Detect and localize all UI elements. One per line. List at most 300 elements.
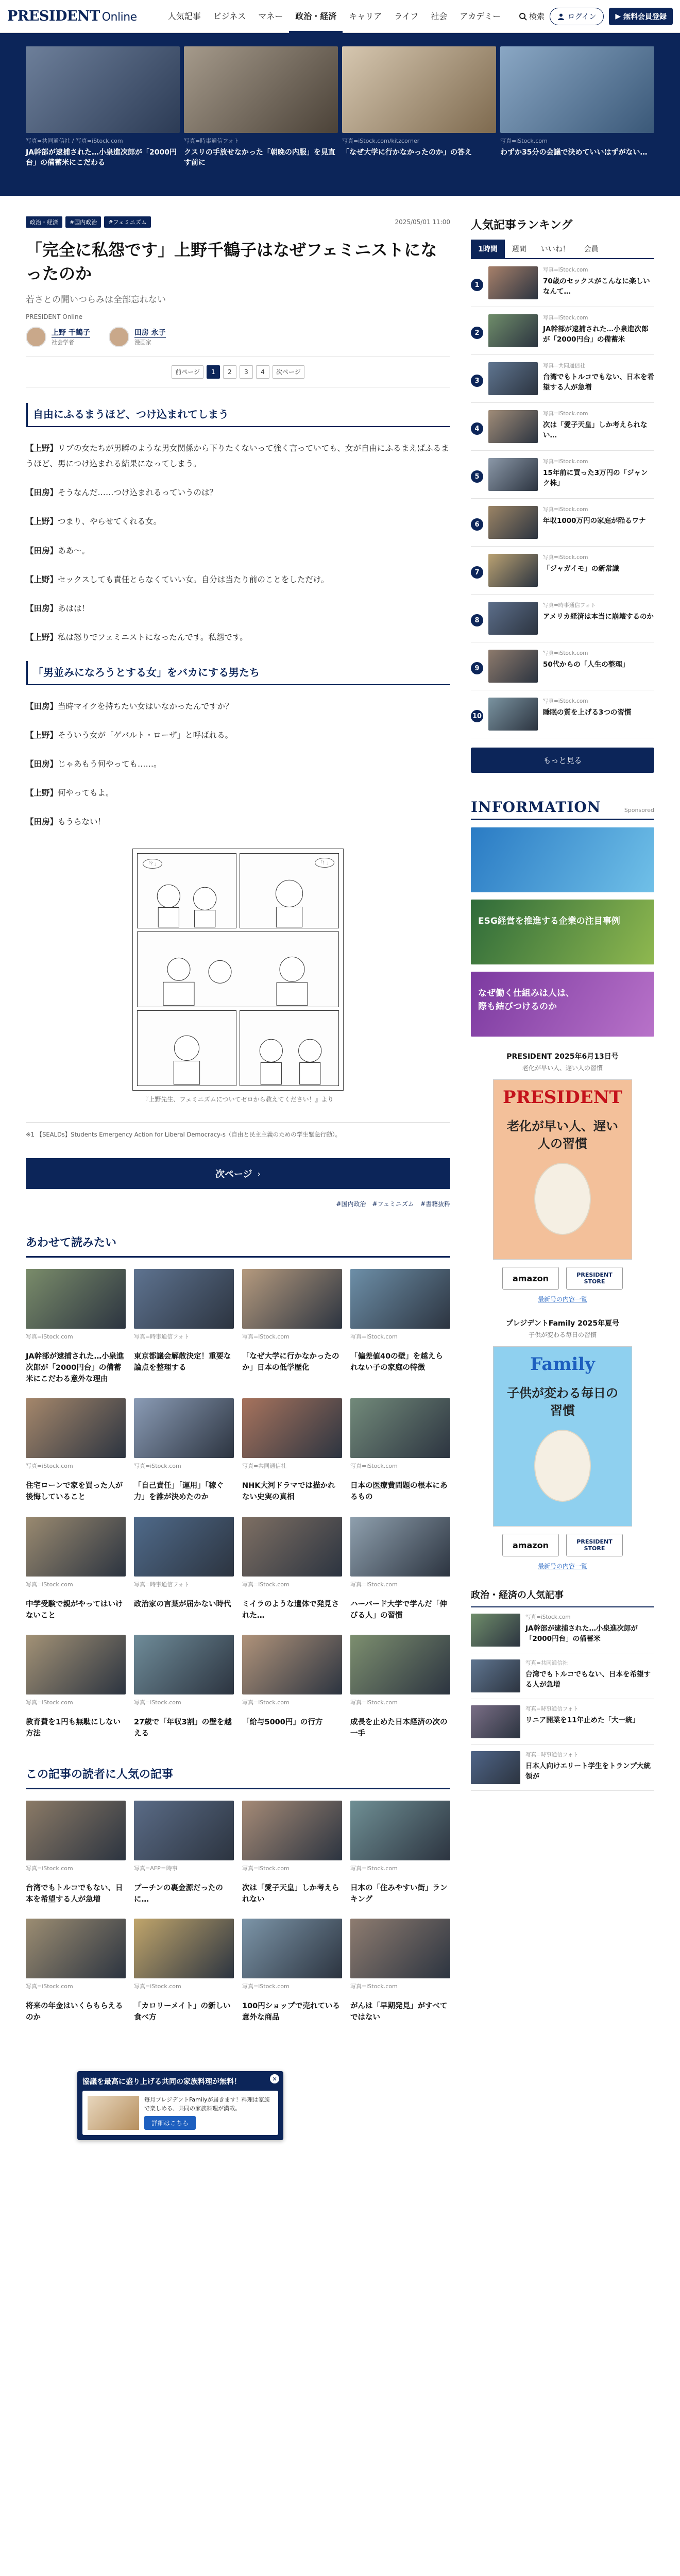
ranking-tab[interactable]: 週間 [512,245,526,253]
article-card-caption: 写真=iStock.com [26,1983,73,1990]
political-caption: 写真=時事通信フォト [525,1752,579,1758]
featured-caption: 写真=共同通信社 / 写真=iStock.com [26,138,123,144]
article-card[interactable] [134,1517,234,1622]
article-card[interactable] [350,1269,450,1385]
popular-section-title: この記事の読者に人気の記事 [26,1766,450,1789]
article-card-caption: 写真=iStock.com [134,1983,181,1990]
author-card[interactable] [109,327,166,347]
paragraph-text: あはは！ [58,604,90,614]
article-card-title: 住宅ローンで家を買った人が後悔していること [26,1482,123,1502]
ranking-title: 人気記事ランキング [471,219,573,232]
paragraph-text: そういう女が「ゲバルト・ローザ」と呼ばれる。 [58,730,233,740]
ranking-caption: 写真=共同通信社 [543,363,586,369]
ranking-item[interactable] [471,690,654,738]
magazine-promo-family [471,1318,654,1570]
article-paragraph [26,572,450,587]
article-card-title: 日本の「住みやすい街」ランキング [350,1884,448,1904]
paragraph-text: つまり、やらせてくれる女。 [58,517,162,527]
article-card[interactable] [350,1398,450,1503]
sponsored-label: Sponsored [624,807,654,814]
ranking-thumbnail [488,506,538,539]
amazon-buy-button[interactable]: amazon [502,1267,559,1290]
article-thumbnail [134,1919,234,1978]
ranking-tab[interactable]: 1時間 [471,240,505,258]
article-card-title: 東京都議会解散決定！重要な論点を整理する [134,1352,231,1372]
political-article-item[interactable] [471,1653,654,1699]
rank-number: 2 [471,327,483,339]
political-title-text: リニア開業を11年止めた「大一統」 [525,1716,640,1724]
article-card[interactable] [242,1919,342,2024]
article-main [26,216,450,2024]
sponsored-banner[interactable] [471,900,654,964]
article-card[interactable] [134,1801,234,1906]
ranking-title-text: 睡眠の質を上げる3つの習慣 [543,708,632,717]
article-thumbnail [134,1635,234,1694]
article-card-caption: 写真=iStock.com [242,1333,290,1341]
political-title-text: 日本人向けエリート学生をトランプ大統領が [525,1761,651,1781]
article-card[interactable] [242,1517,342,1622]
article-card-caption: 写真=AFP＝時事 [134,1865,178,1872]
login-button[interactable]: ログイン [550,8,604,25]
rank-number: 3 [471,375,483,387]
nav-item[interactable]: 政治・経済 [289,0,343,33]
article-card-caption: 写真=iStock.com [242,1581,290,1588]
ranking-item[interactable] [471,403,654,451]
featured-card[interactable] [26,46,180,168]
rank-number: 9 [471,662,483,674]
article-paragraph [26,601,450,616]
article-card-caption: 写真=iStock.com [350,1983,398,1990]
magazine-promo [471,1051,654,1303]
ranking-caption: 写真=iStock.com [543,698,588,704]
ranking-title-text: 15年前に買った3万円の「ジャンク株」 [543,468,648,487]
article-paragraph [26,514,450,529]
article-paragraph [26,630,450,645]
political-thumbnail [471,1705,520,1738]
rank-number: 10 [471,710,483,722]
article-card-title: 100円ショップで売れている意外な商品 [242,2002,340,2022]
ranking-caption: 写真=iStock.com [543,267,588,273]
page-link[interactable]: 次ページ [273,365,304,379]
ranking-item[interactable] [471,307,654,355]
political-caption: 写真=iStock.com [525,1614,571,1620]
ranking-caption: 写真=iStock.com [543,554,588,561]
featured-caption: 写真=時事通信フォト [184,138,240,144]
user-icon [557,13,565,20]
article-card[interactable] [350,1635,450,1740]
article-card-caption: 写真=iStock.com [350,1333,398,1341]
ranking-title-text: アメリカ経済は本当に崩壊するのか [543,612,654,621]
ranking-item[interactable] [471,642,654,690]
section-heading: 「男並みになろうとする女」をバカにする男たち [26,661,450,685]
article-footer-tag[interactable]: #国内政治 [336,1200,366,1208]
political-article-item[interactable] [471,1745,654,1791]
political-article-item[interactable] [471,1607,654,1653]
article-card-title: がんは「早期発見」がすべてではない [350,2002,448,2022]
ranking-text [543,362,654,395]
speaker-label: 【田房】 [26,701,58,711]
article-card-caption: 写真=共同通信社 [242,1463,287,1470]
article-footer-tag[interactable]: #書籍抜粋 [420,1200,450,1208]
nav-item[interactable]: マネー [258,11,283,21]
store-buy-button[interactable]: PRESIDENT STORE [566,1534,623,1556]
article-thumbnail [134,1269,234,1329]
article-thumbnail [26,1517,126,1577]
ranking-thumbnail [488,698,538,731]
avatar [109,327,129,347]
magazine-title: プレジデントFamily 2025年夏号 [505,1319,620,1328]
article-tag[interactable]: 政治・経済 [26,216,62,228]
rank-number: 1 [471,279,483,291]
nav-item[interactable]: ビジネス [213,11,246,21]
ranking-title-text: 「ジャガイモ」の新常識 [543,564,619,573]
nav-item[interactable]: ライフ [394,11,419,21]
ranking-thumbnail [488,650,538,683]
nav-item[interactable]: 人気記事 [167,11,201,21]
article-card-caption: 写真=iStock.com [350,1581,398,1588]
page-link[interactable]: 前ページ [172,365,203,379]
close-icon[interactable]: × [270,2074,279,2083]
featured-title: 「なぜ大学に行かなかったのか」の答え [342,148,472,157]
article-card[interactable] [242,1635,342,1740]
article-card-caption: 写真=iStock.com [242,1699,290,1706]
article-card-caption: 写真=iStock.com [242,1865,290,1872]
article-thumbnail [26,1635,126,1694]
nav-item[interactable]: アカデミー [460,11,501,21]
author-name[interactable]: 上野 千鶴子 [52,327,90,338]
article-card[interactable] [134,1919,234,2024]
article-thumbnail [350,1801,450,1860]
political-title-text: 台湾でもトルコでもない、日本を希望する人が急増 [525,1670,651,1689]
ranking-thumbnail [488,602,538,635]
sponsored-banner[interactable] [471,827,654,892]
ranking-text [543,554,654,587]
ranking-title-text: 台湾でもトルコでもない、日本を希望する人が急増 [543,372,654,392]
amazon-buy-button[interactable]: amazon [502,1534,559,1556]
ranking-text [543,506,654,539]
article-card[interactable] [26,1269,126,1385]
top-featured-band [0,33,680,196]
ranking-tab[interactable]: いいね！ [540,245,570,253]
ranking-thumbnail [488,554,538,587]
speaker-label: 【上野】 [26,633,58,642]
ranking-item[interactable] [471,355,654,403]
rank-number: 8 [471,614,483,626]
author-card[interactable] [26,327,90,347]
avatar [26,327,46,347]
paragraph-text: ああ〜。 [58,546,90,555]
featured-card[interactable] [342,46,496,168]
featured-image [184,46,338,133]
article-thumbnail [350,1517,450,1577]
speaker-label: 【田房】 [26,488,58,498]
site-header [0,0,680,33]
paragraph-text: もうらない！ [58,817,106,827]
article-card-caption: 写真=iStock.com [350,1699,398,1706]
next-page-button[interactable]: 次ページ › [26,1158,450,1189]
article-card-caption: 写真=iStock.com [26,1865,73,1872]
ranking-item[interactable] [471,595,654,642]
featured-image [500,46,654,133]
ranking-text [543,650,654,683]
author-role: 漫画家 [134,339,151,346]
magazine-cover[interactable] [493,1079,632,1260]
political-text [525,1614,654,1647]
ranking-item[interactable] [471,259,654,307]
article-card[interactable] [350,1919,450,2024]
ranking-caption: 写真=iStock.com [543,411,588,417]
political-caption: 写真=時事通信フォト [525,1706,579,1712]
page-link[interactable]: 4 [256,365,269,379]
paragraph-text: セックスしても責任とらなくていい女。自分は当たり前のことをしただけ。 [58,574,329,584]
article-thumbnail [242,1517,342,1577]
page-link[interactable]: 3 [240,365,253,379]
article-thumbnail [26,1269,126,1329]
popup-text: 毎月プレジデントFamilyが届きます！料理は家族で楽しめる、共同の家族料理が満載。 [144,2096,270,2112]
article-thumbnail [350,1269,450,1329]
article-thumbnail [134,1398,234,1458]
political-text [525,1705,654,1738]
featured-card[interactable] [500,46,654,168]
manga-figure [132,849,344,1091]
magazine-cover[interactable] [493,1346,632,1527]
search-button[interactable]: 検索 [519,11,545,22]
nav-item[interactable]: 社会 [431,11,448,21]
article-card-caption: 写真=iStock.com [350,1463,398,1470]
manga-panel: 「？」 [137,853,236,929]
article-card-caption: 写真=iStock.com [26,1463,73,1470]
footnote: ※1 【SEALDs】Students Emergency Action for Liberal Democracy-s（自由と民主主義のための学生緊急行動）。 [26,1122,450,1140]
article-thumbnail [242,1269,342,1329]
pagination-top [26,357,450,387]
popup-title: 協議を最高に盛り上げる共同の家族料理が無料！ [82,2078,241,2086]
paragraph-text: リブの女たちが男瞬のような男女関係から下りたくないって強く言っていても、女が自由にふるまえばふるまうほど、男につけ込まれる結果になってしまう。 [26,443,449,468]
speaker-label: 【上野】 [26,443,58,453]
author-name[interactable]: 田房 永子 [134,327,166,338]
article-thumbnail [242,1635,342,1694]
article-card-caption: 写真=iStock.com [26,1333,73,1341]
section-heading: 自由にふるまうほど、つけ込まれてしまう [26,403,450,427]
article-paragraph [26,699,450,714]
article-card-caption: 写真=時事通信フォト [134,1581,190,1588]
ranking-thumbnail [488,314,538,347]
chevron-right-icon: › [257,1168,261,1179]
ranking-caption: 写真=iStock.com [543,459,588,465]
article-card[interactable] [26,1517,126,1622]
ranking-text [543,266,654,299]
site-logo[interactable]: PRESIDENT Online [7,8,137,24]
featured-title: クスリの手放せなかった「朝晩の内服」を見直す前に [184,148,335,167]
ranking-thumbnail [488,266,538,299]
article-card[interactable] [350,1517,450,1622]
article-card-title: 「自己責任」「運用」「稼ぐ力」を誰が決めたのか [134,1482,224,1502]
manga-panel [137,931,339,1007]
manga-panel: 「！」 [240,853,339,929]
author-role: 社会学者 [52,339,74,346]
political-caption: 写真=共同通信社 [525,1660,568,1666]
article-card-title: 政治家の言葉が届かない時代 [134,1600,231,1608]
magazine-cover-head: PRESIDENT [503,1087,622,1108]
article-thumbnail [26,1398,126,1458]
featured-caption: 写真=iStock.com [500,138,548,144]
ranking-caption: 写真=iStock.com [543,315,588,321]
article-card[interactable] [26,1635,126,1740]
paragraph-text: そうなんだ……つけ込まれるっていうのは？ [58,488,218,498]
magazine-cover-main: 老化が早い人、遅い人の習慣 [507,1119,618,1151]
arrow-right-icon: ▶ [615,12,623,21]
magazine-subtitle: 子供が変わる毎日の習慣 [528,1331,597,1338]
article-card-title: 成長を止めた日本経済の次の一手 [350,1718,448,1738]
article-card[interactable] [242,1398,342,1503]
magazine-contents-link[interactable]: 最新号の内容一覧 [537,1563,587,1570]
speaker-label: 【上野】 [26,788,58,798]
popup-detail-button[interactable]: 詳細はこちら [144,2116,196,2130]
article-card-title: 教育費を1円も無駄にしない方法 [26,1718,121,1738]
article-card[interactable] [242,1269,342,1385]
featured-image [342,46,496,133]
paragraph-text: 何やってもよ。 [58,788,114,798]
featured-title: わずか35分の会議で決めていいはずがない… [500,148,648,157]
article-card-caption: 写真=iStock.com [26,1581,73,1588]
political-thumbnail [471,1614,520,1647]
ranking-text [543,698,654,731]
article-tag[interactable]: #フェミニズム [104,216,151,228]
article-card[interactable] [134,1635,234,1740]
speaker-label: 【上野】 [26,517,58,527]
article-subtitle: 若さとの闘いつらみは全部忘れない [26,294,166,305]
article-thumbnail [350,1398,450,1458]
article-card-title: 「偏差値40の壁」を越えられない子の家庭の特徴 [350,1352,443,1372]
register-button[interactable]: ▶ 無料会員登録 [609,8,673,25]
article-thumbnail [350,1919,450,1978]
article-card-title: 台湾でもトルコでもない、日本を希望する人が急増 [26,1884,123,1904]
magazine-contents-link[interactable]: 最新号の内容一覧 [537,1296,587,1303]
article-card-caption: 写真=iStock.com [242,1983,290,1990]
political-article-item[interactable] [471,1699,654,1745]
search-icon [519,12,527,21]
ranking-item[interactable] [471,499,654,547]
article-thumbnail [134,1517,234,1577]
magazine-cover-main: 子供が変わる毎日の習慣 [507,1386,618,1418]
ranking-title-text: 次は「愛子天皇」しか考えられない… [543,420,648,439]
article-card-caption: 写真=時事通信フォト [134,1333,190,1341]
ranking-title-text: 50代からの「人生の整理」 [543,660,630,669]
article-source: PRESIDENT Online [26,313,82,320]
paragraph-text: じゃあもう何やっても……。 [58,759,162,769]
article-thumbnail [242,1398,342,1458]
ranking-text [543,602,654,635]
article-paragraph [26,727,450,743]
article-card-title: 中学受験で親がやってはいけないこと [26,1600,123,1620]
article-card-title: JA幹部が逮捕された…小泉進次郎が「2000円台」の備蓄米にこだわる意外な理由 [26,1352,124,1383]
ranking-item[interactable] [471,451,654,499]
rank-number: 6 [471,518,483,531]
magazine-subtitle: 老化が早い人、遅い人の習慣 [522,1064,603,1072]
article-card-caption: 写真=iStock.com [134,1463,181,1470]
article-paragraph [26,785,450,801]
store-buy-button[interactable]: PRESIDENT STORE [566,1267,623,1290]
article-card-title: ハーバード大学で学んだ「伸びる人」の習慣 [350,1600,447,1620]
ranking-item[interactable] [471,547,654,595]
featured-card[interactable] [184,46,338,168]
article-card-title: 「なぜ大学に行かなかったのか」日本の低学歴化 [242,1352,339,1372]
article-card[interactable] [242,1801,342,1906]
ranking-thumbnail [488,410,538,443]
political-title-text: JA幹部が逮捕された…小泉進次郎が「2000円台」の備蓄米 [525,1624,638,1643]
article-card[interactable] [134,1269,234,1385]
figure-caption: 『上野先生、フェミニズムについてゼロから教えてください！』より [142,1095,334,1103]
article-card-title: NHK大河ドラマでは描かれない史実の真相 [242,1482,335,1502]
political-thumbnail [471,1751,520,1784]
manga-panel [137,1010,236,1086]
speaker-label: 【上野】 [26,574,58,584]
page-link[interactable]: 1 [207,365,220,379]
article-card[interactable] [350,1801,450,1906]
article-card-title: 27歳で「年収3割」の壁を越える [134,1718,232,1738]
featured-image [26,46,180,133]
article-paragraph [26,814,450,829]
more-ranking-button[interactable]: もっと見る [471,748,654,773]
article-card-caption: 写真=iStock.com [350,1865,398,1872]
article-card-title: プーチンの裏金源だったのに… [134,1884,223,1904]
political-popular-title: 政治・経済の人気記事 [471,1588,654,1607]
article-card-caption: 写真=iStock.com [26,1699,73,1706]
article-paragraph [26,485,450,500]
article-thumbnail [26,1919,126,1978]
article-card-title: 次は「愛子天皇」しか考えられない [242,1884,339,1904]
article-tag[interactable]: #国内政治 [65,216,101,228]
ranking-title-text: 70歳のセックスがこんなに楽しいなんて… [543,277,650,296]
article-card[interactable] [26,1919,126,2024]
article-thumbnail [134,1801,234,1860]
rank-number: 4 [471,422,483,435]
article-title: 「完全に私怨です」上野千鶴子はなぜフェミニストになったのか [26,240,437,284]
rank-number: 7 [471,566,483,579]
sidebar [471,216,654,2024]
article-thumbnail [242,1801,342,1860]
article-thumbnail [242,1919,342,1978]
recommend-section-title: あわせて読みたい [26,1234,450,1258]
article-card[interactable] [26,1801,126,1906]
ranking-tab[interactable]: 会員 [584,245,599,253]
article-footer-tag[interactable]: #フェミニズム [372,1200,414,1208]
nav-item[interactable]: キャリア [349,11,382,21]
rank-number: 5 [471,470,483,483]
article-paragraph [26,440,450,471]
ranking-text [543,458,654,491]
cover-illustration [534,1163,591,1235]
paragraph-text: 当時マイクを持ちたい女はいなかったんですか？ [58,701,233,711]
sponsored-banner-text: なぜ働く仕組みは人は、 際も結びつけるのか [478,988,574,1012]
sponsored-banner[interactable] [471,972,654,1037]
main-nav [162,0,507,33]
political-text [525,1751,654,1784]
article-card[interactable] [26,1398,126,1503]
information-title: INFORMATION [471,799,601,816]
ranking-title-text: JA幹部が逮捕された…小泉進次郎が「2000円台」の備蓄米 [543,325,649,344]
article-card-title: 「給与5000円」の行方 [242,1718,323,1727]
ranking-thumbnail [488,362,538,395]
ranking-title-text: 年収1000万円の家庭が陥るワナ [543,516,646,525]
article-card[interactable] [134,1398,234,1503]
subscription-popup [77,2071,283,2140]
page-link[interactable]: 2 [223,365,236,379]
ranking-text [543,410,654,443]
speaker-label: 【上野】 [26,730,58,740]
speaker-label: 【田房】 [26,817,58,827]
featured-caption: 写真=iStock.com/kitzcorner [342,138,420,144]
article-thumbnail [350,1635,450,1694]
